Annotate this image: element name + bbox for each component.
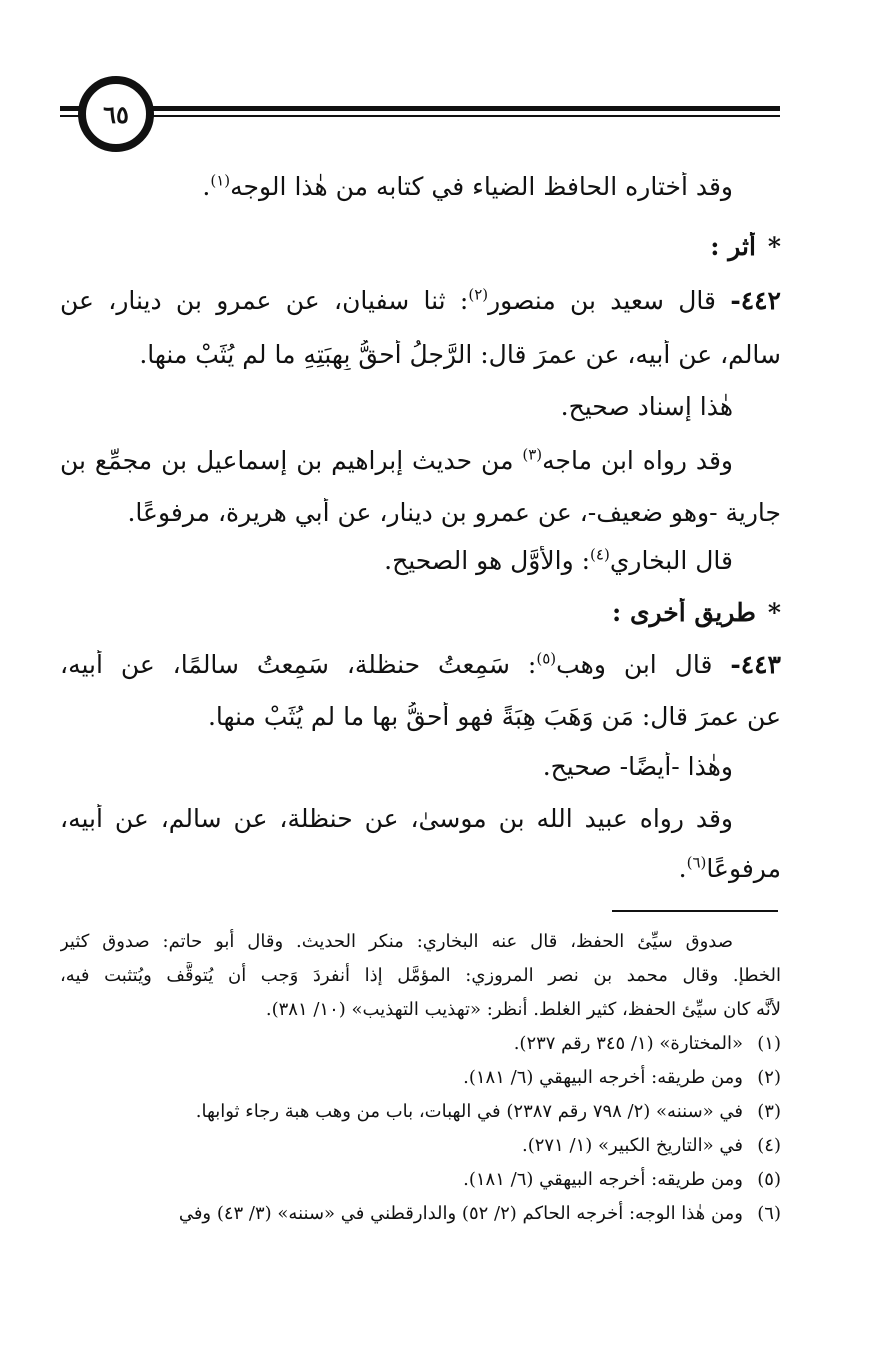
paragraph-ubaidullah-line-2 xyxy=(60,854,781,884)
heading-tariq xyxy=(60,598,781,628)
footnote-continuation-line: لأنَّه كان سيِّئ الحفظ، كثير الغلط. أنظر: «تهذيب التهذيب» (١٠/ ٣٨١). xyxy=(265,999,781,1020)
text: وقد رواه ابن ماجه xyxy=(542,446,733,475)
text: : والأوَّل هو الصحيح. xyxy=(384,546,591,575)
page-number-badge xyxy=(78,76,154,152)
text: وقد أختاره الحافظ الضياء في كتابه من هٰذا الوجه xyxy=(230,172,733,201)
footnote-5 xyxy=(60,1166,781,1194)
paragraph-sahih: وهٰذا -أيضًا- صحيح. xyxy=(542,752,733,781)
text: قال سعيد بن منصور xyxy=(488,286,716,315)
paragraph-bukhari xyxy=(60,546,781,576)
asterisk-icon: * xyxy=(767,598,781,627)
footnote-number: (٣) xyxy=(757,1101,781,1122)
text: . xyxy=(202,172,211,201)
footnote-6 xyxy=(60,1200,781,1228)
paragraph-443-line-2: عن عمرَ قال: مَن وَهَبَ هِبَةً فهو أحقُّ بها ما لم يُثَبْ منها. xyxy=(207,702,781,731)
footnote-2 xyxy=(60,1064,781,1092)
footnote-ref[interactable]: (٤) xyxy=(590,546,610,564)
paragraph-ibn-majah-line-2: جارية -وهو ضعيف-، عن عمرو بن دينار، عن أبي هريرة، مرفوعًا. xyxy=(127,498,781,527)
footnote-number: (١) xyxy=(757,1033,781,1054)
text: : ثنا سفيان، عن عمرو بن دينار، عن xyxy=(60,286,469,315)
footnote-text: «المختارة» (١/ ٣٤٥ رقم ٢٣٧). xyxy=(513,1033,743,1054)
main-text xyxy=(60,160,781,884)
heading-athar xyxy=(60,232,781,262)
footnote-continuation-line: صدوق سيِّئ الحفظ، قال عنه البخاري: منكر الحديث. وقال أبو حاتم: صدوق كثير xyxy=(60,931,733,952)
paragraph-ibn-majah-line-1 xyxy=(60,446,781,476)
text: من حديث إبراهيم بن إسماعيل بن مجمِّع بن xyxy=(60,446,523,475)
text: : سَمِعتُ حنظلة، سَمِعتُ سالمًا، عن أبيه، xyxy=(60,650,537,679)
header-rule-thin xyxy=(60,115,780,117)
page-number: ٦٥ xyxy=(103,99,129,129)
text: مرفوعًا xyxy=(706,854,781,883)
footnote-ref[interactable]: (٦) xyxy=(686,854,707,872)
footnote-4 xyxy=(60,1132,781,1160)
footnote-3 xyxy=(60,1098,781,1126)
footnote-text: في «التاريخ الكبير» (١/ ٢٧١). xyxy=(522,1135,743,1156)
paragraph-442-line-1 xyxy=(60,286,781,316)
heading-text: طريق أخرى : xyxy=(612,598,756,627)
footnote-separator xyxy=(612,910,778,912)
footnote-number: (٥) xyxy=(757,1169,781,1190)
footnote-ref[interactable]: (٥) xyxy=(536,650,557,668)
narration-number: ٤٤٣- xyxy=(730,650,781,679)
heading-text: أثر : xyxy=(710,232,756,261)
footnote-text: ومن هٰذا الوجه: أخرجه الحاكم (٢/ ٥٢) والدارقطني في «سننه» (٣/ ٤٣) وفي xyxy=(178,1203,743,1224)
paragraph-isnad: هٰذا إسناد صحيح. xyxy=(560,392,733,421)
paragraph-1 xyxy=(60,172,781,202)
paragraph-442-line-2: سالم، عن أبيه، عن عمرَ قال: الرَّجلُ أَحقُّ بِهِبَتِهِ ما لم يُثَبْ منها. xyxy=(139,340,781,369)
text: . xyxy=(678,854,687,883)
footnote-number: (٦) xyxy=(757,1203,781,1224)
footnote-ref[interactable]: (١) xyxy=(210,172,231,190)
header-rule-thick xyxy=(60,106,780,111)
footnote-text: ومن طريقه: أخرجه البيهقي (٦/ ١٨١). xyxy=(463,1067,743,1088)
footnote-text: في «سننه» (٢/ ٧٩٨ رقم ٢٣٨٧) في الهبات، باب من وهب هبة رجاء ثوابها. xyxy=(195,1101,743,1122)
footnotes xyxy=(60,928,781,1228)
text: قال ابن وهب xyxy=(556,650,713,679)
footnote-continuation-line: الخطإ. وقال محمد بن نصر المروزي: المؤمَّل إذا أنفردَ وَجب أن يُتوقَّف ويُتثبت فيه، xyxy=(60,965,781,986)
footnote-ref[interactable]: (٣) xyxy=(522,446,543,464)
footnote-ref[interactable]: (٢) xyxy=(468,286,489,304)
paragraph-443-line-1 xyxy=(60,650,781,680)
asterisk-icon: * xyxy=(767,232,781,261)
footnote-number: (٤) xyxy=(757,1135,781,1156)
footnote-text: ومن طريقه: أخرجه البيهقي (٦/ ١٨١). xyxy=(463,1169,743,1190)
narration-number: ٤٤٢- xyxy=(730,286,781,315)
paragraph-ubaidullah-line-1: وقد رواه عبيد الله بن موسىٰ، عن حنظلة، عن سالم، عن أبيه، xyxy=(60,804,733,833)
footnote-1 xyxy=(60,1030,781,1058)
text: قال البخاري xyxy=(609,546,733,575)
footnote-number: (٢) xyxy=(757,1067,781,1088)
